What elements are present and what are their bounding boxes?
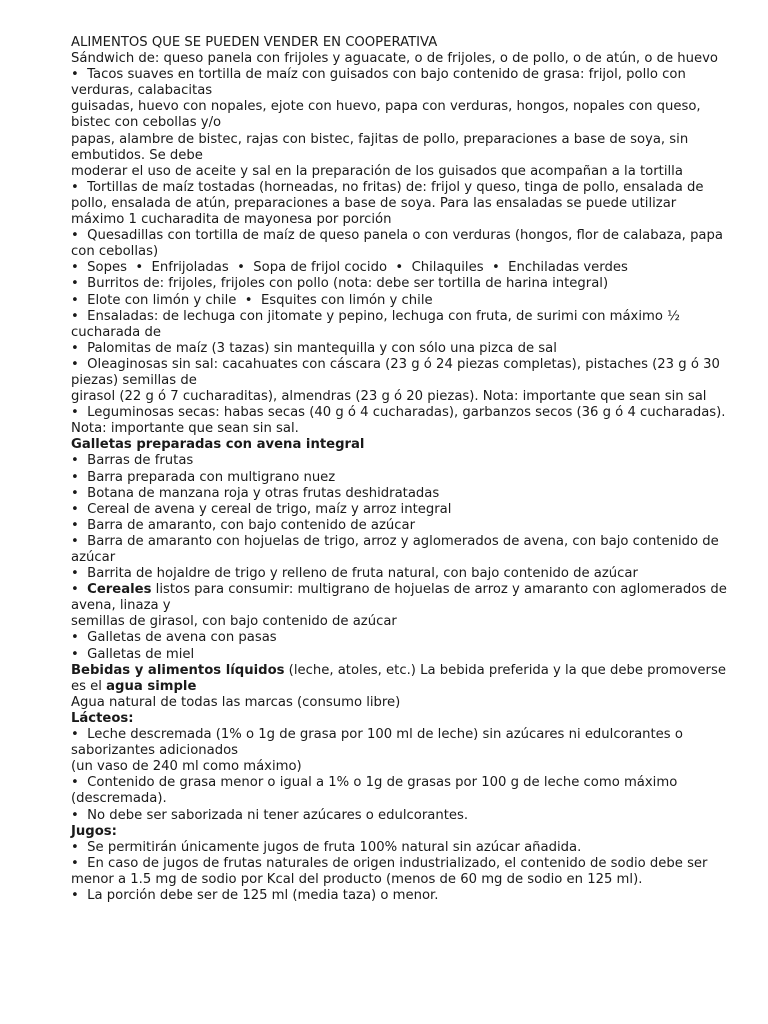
text-run: • xyxy=(71,582,88,598)
document-line xyxy=(71,566,733,582)
document-line xyxy=(71,711,733,727)
bold-text: agua simple xyxy=(106,678,197,694)
document-line xyxy=(71,132,733,164)
text-run: • Botana de manzana roja y otras frutas deshidratadas xyxy=(71,485,440,501)
document-line xyxy=(71,695,733,711)
text-run: semillas de girasol, con bajo contenido de azúcar xyxy=(71,614,397,630)
text-run: • Tacos suaves en tortilla de maíz con guisados con bajo contenido de grasa: frijol, pollo con verduras, calabacitas xyxy=(71,67,691,99)
text-run: papas, alambre de bistec, rajas con bistec, fajitas de pollo, preparaciones a base de soya, sin embutidos. Se debe xyxy=(71,131,693,163)
text-run: Agua natural de todas las marcas (consumo libre) xyxy=(71,694,401,710)
text-run: guisadas, huevo con nopales, ejote con huevo, papa con verduras, hongos, nopales con queso, bistec con cebollas y/o xyxy=(71,99,705,131)
document-line xyxy=(71,453,733,469)
text-run: • Elote con limón y chile • Esquites con limón y chile xyxy=(71,292,433,308)
document-line xyxy=(71,341,733,357)
text-run: • Galletas de avena con pasas xyxy=(71,630,277,646)
document-line xyxy=(71,840,733,856)
document-line xyxy=(71,775,733,807)
bold-text: Jugos: xyxy=(71,823,117,839)
text-run: • Barra de amaranto, con bajo contenido de azúcar xyxy=(71,517,415,533)
text-run: • No debe ser saborizada ni tener azúcares o edulcorantes. xyxy=(71,807,469,823)
bold-text: Bebidas y alimentos líquidos xyxy=(71,662,285,678)
text-run: • Cereal de avena y cereal de trigo, maíz y arroz integral xyxy=(71,501,452,517)
bold-text: Cereales xyxy=(87,582,152,598)
document-line xyxy=(71,260,733,276)
text-run: • Palomitas de maíz (3 tazas) sin mantequilla y con sólo una pizca de sal xyxy=(71,340,557,356)
text-run: • Leguminosas secas: habas secas (40 g ó 4 cucharadas), garbanzos secos (36 g ó 4 cucharadas). Nota: importante que sean sin sal. xyxy=(71,405,730,437)
text-run: • La porción debe ser de 125 ml (media taza) o menor. xyxy=(71,887,439,903)
document-line xyxy=(71,293,733,309)
document-line xyxy=(71,502,733,518)
text-run: • Quesadillas con tortilla de maíz de queso panela o con verduras (hongos, flor de calabaza, papa con cebollas) xyxy=(71,228,728,260)
document-line xyxy=(71,51,733,67)
text-run: • Barra preparada con multigrano nuez xyxy=(71,469,336,485)
document-line xyxy=(71,470,733,486)
document-line xyxy=(71,824,733,840)
text-run: listos para consumir: multigrano de hojuelas de arroz y amaranto con aglomerados de avena, linaza y xyxy=(71,582,732,614)
document-line xyxy=(71,389,733,405)
text-run: • Barras de frutas xyxy=(71,453,194,469)
document-body xyxy=(71,35,733,904)
document-line xyxy=(71,856,733,888)
document-line xyxy=(71,405,733,437)
document-line xyxy=(71,808,733,824)
document-line xyxy=(71,486,733,502)
text-run: (leche, atoles, etc.) La bebida preferida y la que debe promoverse es el xyxy=(71,662,731,694)
text-run: • Barra de amaranto con hojuelas de trigo, arroz y aglomerados de avena, con bajo contenido de azúcar xyxy=(71,533,723,565)
document-line xyxy=(71,67,733,99)
bold-text: Galletas preparadas con avena integral xyxy=(71,437,365,453)
document-line xyxy=(71,99,733,131)
document-line xyxy=(71,759,733,775)
text-run: girasol (22 g ó 7 cucharaditas), almendras (23 g ó 20 piezas). Nota: importante que sean sin sal xyxy=(71,389,707,405)
bold-text: Lácteos: xyxy=(71,710,134,726)
document-line xyxy=(71,518,733,534)
text-run: • Contenido de grasa menor o igual a 1% o 1g de grasas por 100 g de leche como máximo (descremada). xyxy=(71,775,682,807)
document-line xyxy=(71,663,733,695)
text-run: • Oleaginosas sin sal: cacahuates con cáscara (23 g ó 24 piezas completas), pistaches (23 g ó 30 piezas) semillas de xyxy=(71,356,725,388)
text-run: moderar el uso de aceite y sal en la preparación de los guisados que acompañan a la tortilla xyxy=(71,163,683,179)
document-line xyxy=(71,534,733,566)
text-run: • Burritos de: frijoles, frijoles con pollo (nota: debe ser tortilla de harina integral) xyxy=(71,276,609,292)
document-line xyxy=(71,164,733,180)
text-run: • Tortillas de maíz tostadas (horneadas, no fritas) de: frijol y queso, tinga de pollo, ensalada de pollo, ensalada de atún, preparaciones a base de soya. Para las ensaladas se puede utilizar máximo 1 cucharadita de mayonesa por porción xyxy=(71,179,708,228)
document-line xyxy=(71,437,733,453)
text-run: • Barrita de hojaldre de trigo y relleno de fruta natural, con bajo contenido de azúcar xyxy=(71,566,638,582)
document-lines xyxy=(71,51,733,904)
text-run: (un vaso de 240 ml como máximo) xyxy=(71,759,302,775)
text-run: Sándwich de: queso panela con frijoles y aguacate, o de frijoles, o de pollo, o de atún, o de huevo xyxy=(71,51,718,67)
document-line xyxy=(71,582,733,614)
text-run: • Leche descremada (1% o 1g de grasa por 100 ml de leche) sin azúcares ni edulcorantes o saborizantes adicionados xyxy=(71,727,688,759)
document-line xyxy=(71,180,733,228)
document-line xyxy=(71,727,733,759)
document-title: ALIMENTOS QUE SE PUEDEN VENDER EN COOPERATIVA xyxy=(71,35,438,50)
text-run: • Sopes • Enfrijoladas • Sopa de frijol cocido • Chilaquiles • Enchiladas verdes xyxy=(71,260,628,276)
document-line xyxy=(71,888,733,904)
document-line xyxy=(71,647,733,663)
document-line xyxy=(71,228,733,260)
document-line xyxy=(71,276,733,292)
text-run: • Ensaladas: de lechuga con jitomate y pepino, lechuga con fruta, de surimi con máximo ½ cucharada de xyxy=(71,308,685,340)
text-run: • Galletas de miel xyxy=(71,646,195,662)
text-run: • En caso de jugos de frutas naturales de origen industrializado, el contenido de sodio debe ser menor a 1.5 mg de sodio por Kcal del producto (menos de 60 mg de sodio en 125 ml). xyxy=(71,855,712,887)
document-line xyxy=(71,614,733,630)
document-line xyxy=(71,309,733,341)
document-line xyxy=(71,630,733,646)
document-line xyxy=(71,357,733,389)
text-run: • Se permitirán únicamente jugos de fruta 100% natural sin azúcar añadida. xyxy=(71,839,582,855)
